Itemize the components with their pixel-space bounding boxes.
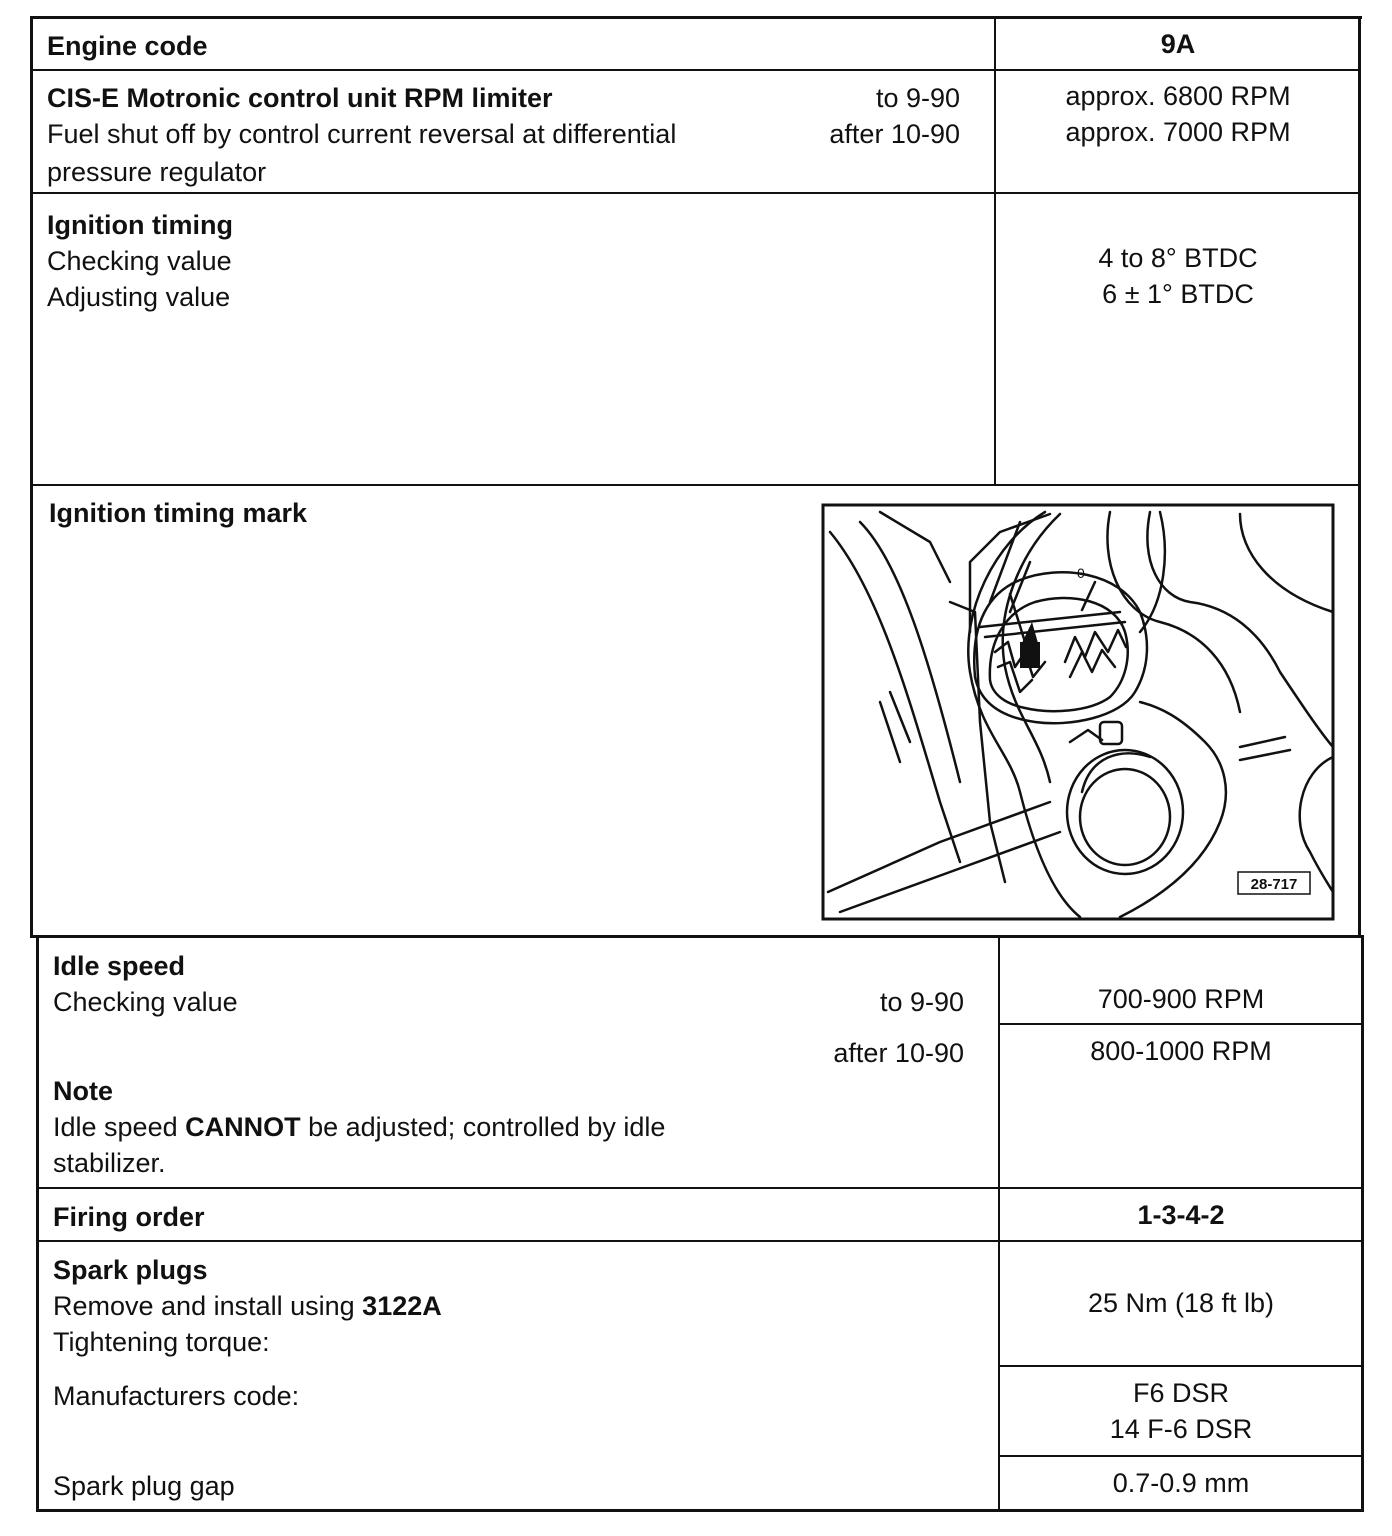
- ignition-checking-value: 4 to 8° BTDC: [1098, 243, 1258, 273]
- table-border-right-upper: [1358, 16, 1361, 938]
- idle-value: 700-900 RPM: [1097, 984, 1265, 1014]
- torque-label: Tightening torque:: [53, 1327, 270, 1357]
- ignition-adjusting-value: 6 ± 1° BTDC: [1102, 279, 1254, 309]
- ignition-adjusting-label: Adjusting value: [47, 282, 231, 312]
- spark-plugs-tool: 3122A: [362, 1291, 442, 1321]
- engine-code-value: 9A: [1160, 29, 1196, 59]
- firing-order-label: Firing order: [53, 1202, 205, 1232]
- idle-note-emphasis: CANNOT: [185, 1112, 301, 1142]
- timing-mark-title: Ignition timing mark: [49, 498, 308, 528]
- idle-date: to 9-90: [879, 987, 964, 1017]
- idle-note-text-line2: stabilizer.: [53, 1148, 166, 1178]
- idle-checking-label: Checking value: [53, 987, 238, 1017]
- spark-plugs-title: Spark plugs: [53, 1255, 208, 1285]
- firing-order-value: 1-3-4-2: [1137, 1200, 1225, 1230]
- row-divider: [30, 484, 1361, 486]
- row-divider: [30, 192, 1361, 194]
- timing-mark-icon: [820, 502, 1336, 922]
- spark-plug-gap-value: 0.7-0.9 mm: [1112, 1468, 1250, 1498]
- spark-plug-gap-label: Spark plug gap: [53, 1471, 235, 1501]
- spark-plugs-remove-text: Remove and install using: [53, 1291, 363, 1321]
- table-border-bottom: [36, 1509, 1364, 1512]
- engine-code-label: Engine code: [47, 31, 208, 61]
- spark-plugs-remove: [53, 1288, 442, 1324]
- rpm-limiter-value: approx. 7000 RPM: [1065, 117, 1291, 147]
- rpm-limiter-date: to 9-90: [875, 83, 960, 113]
- torque-value: 25 Nm (18 ft lb): [1087, 1288, 1275, 1318]
- idle-value: 800-1000 RPM: [1090, 1036, 1272, 1066]
- manufacturers-code-value: F6 DSR: [1132, 1378, 1230, 1408]
- idle-note-suffix: be adjusted; controlled by idle: [300, 1112, 666, 1142]
- manufacturers-code-value: 14 F-6 DSR: [1109, 1414, 1253, 1444]
- rpm-limiter-description: Fuel shut off by control current reversal at differential: [47, 119, 677, 149]
- row-divider: [36, 1187, 1363, 1189]
- idle-note-prefix: Idle speed: [53, 1112, 186, 1142]
- idle-note-text: [53, 1109, 665, 1145]
- table-border-left-lower: [36, 936, 39, 1512]
- table-border-left-upper: [30, 16, 33, 938]
- rpm-limiter-title: CIS-E Motronic control unit RPM limiter: [47, 83, 553, 113]
- table-border-top: [30, 16, 1362, 19]
- cell-divider: [998, 1365, 1363, 1367]
- idle-note-title: Note: [53, 1076, 113, 1106]
- manufacturers-code-label: Manufacturers code:: [53, 1381, 300, 1411]
- cell-divider: [998, 1023, 1363, 1025]
- idle-date: after 10-90: [833, 1038, 964, 1068]
- timing-mark-zero-label: 0: [1077, 565, 1085, 581]
- idle-speed-title: Idle speed: [53, 951, 186, 981]
- timing-mark-illustration: [820, 502, 1336, 922]
- rpm-limiter-date: after 10-90: [829, 119, 960, 149]
- cell-divider: [998, 1455, 1363, 1457]
- ignition-timing-title: Ignition timing: [47, 210, 233, 240]
- row-divider: [30, 935, 1364, 938]
- row-divider: [30, 69, 1361, 71]
- rpm-limiter-value: approx. 6800 RPM: [1065, 81, 1291, 111]
- rpm-limiter-description: pressure regulator: [47, 157, 267, 187]
- figure-number-label: 28-717: [1250, 876, 1298, 893]
- row-divider: [36, 1240, 1363, 1242]
- ignition-checking-label: Checking value: [47, 246, 232, 276]
